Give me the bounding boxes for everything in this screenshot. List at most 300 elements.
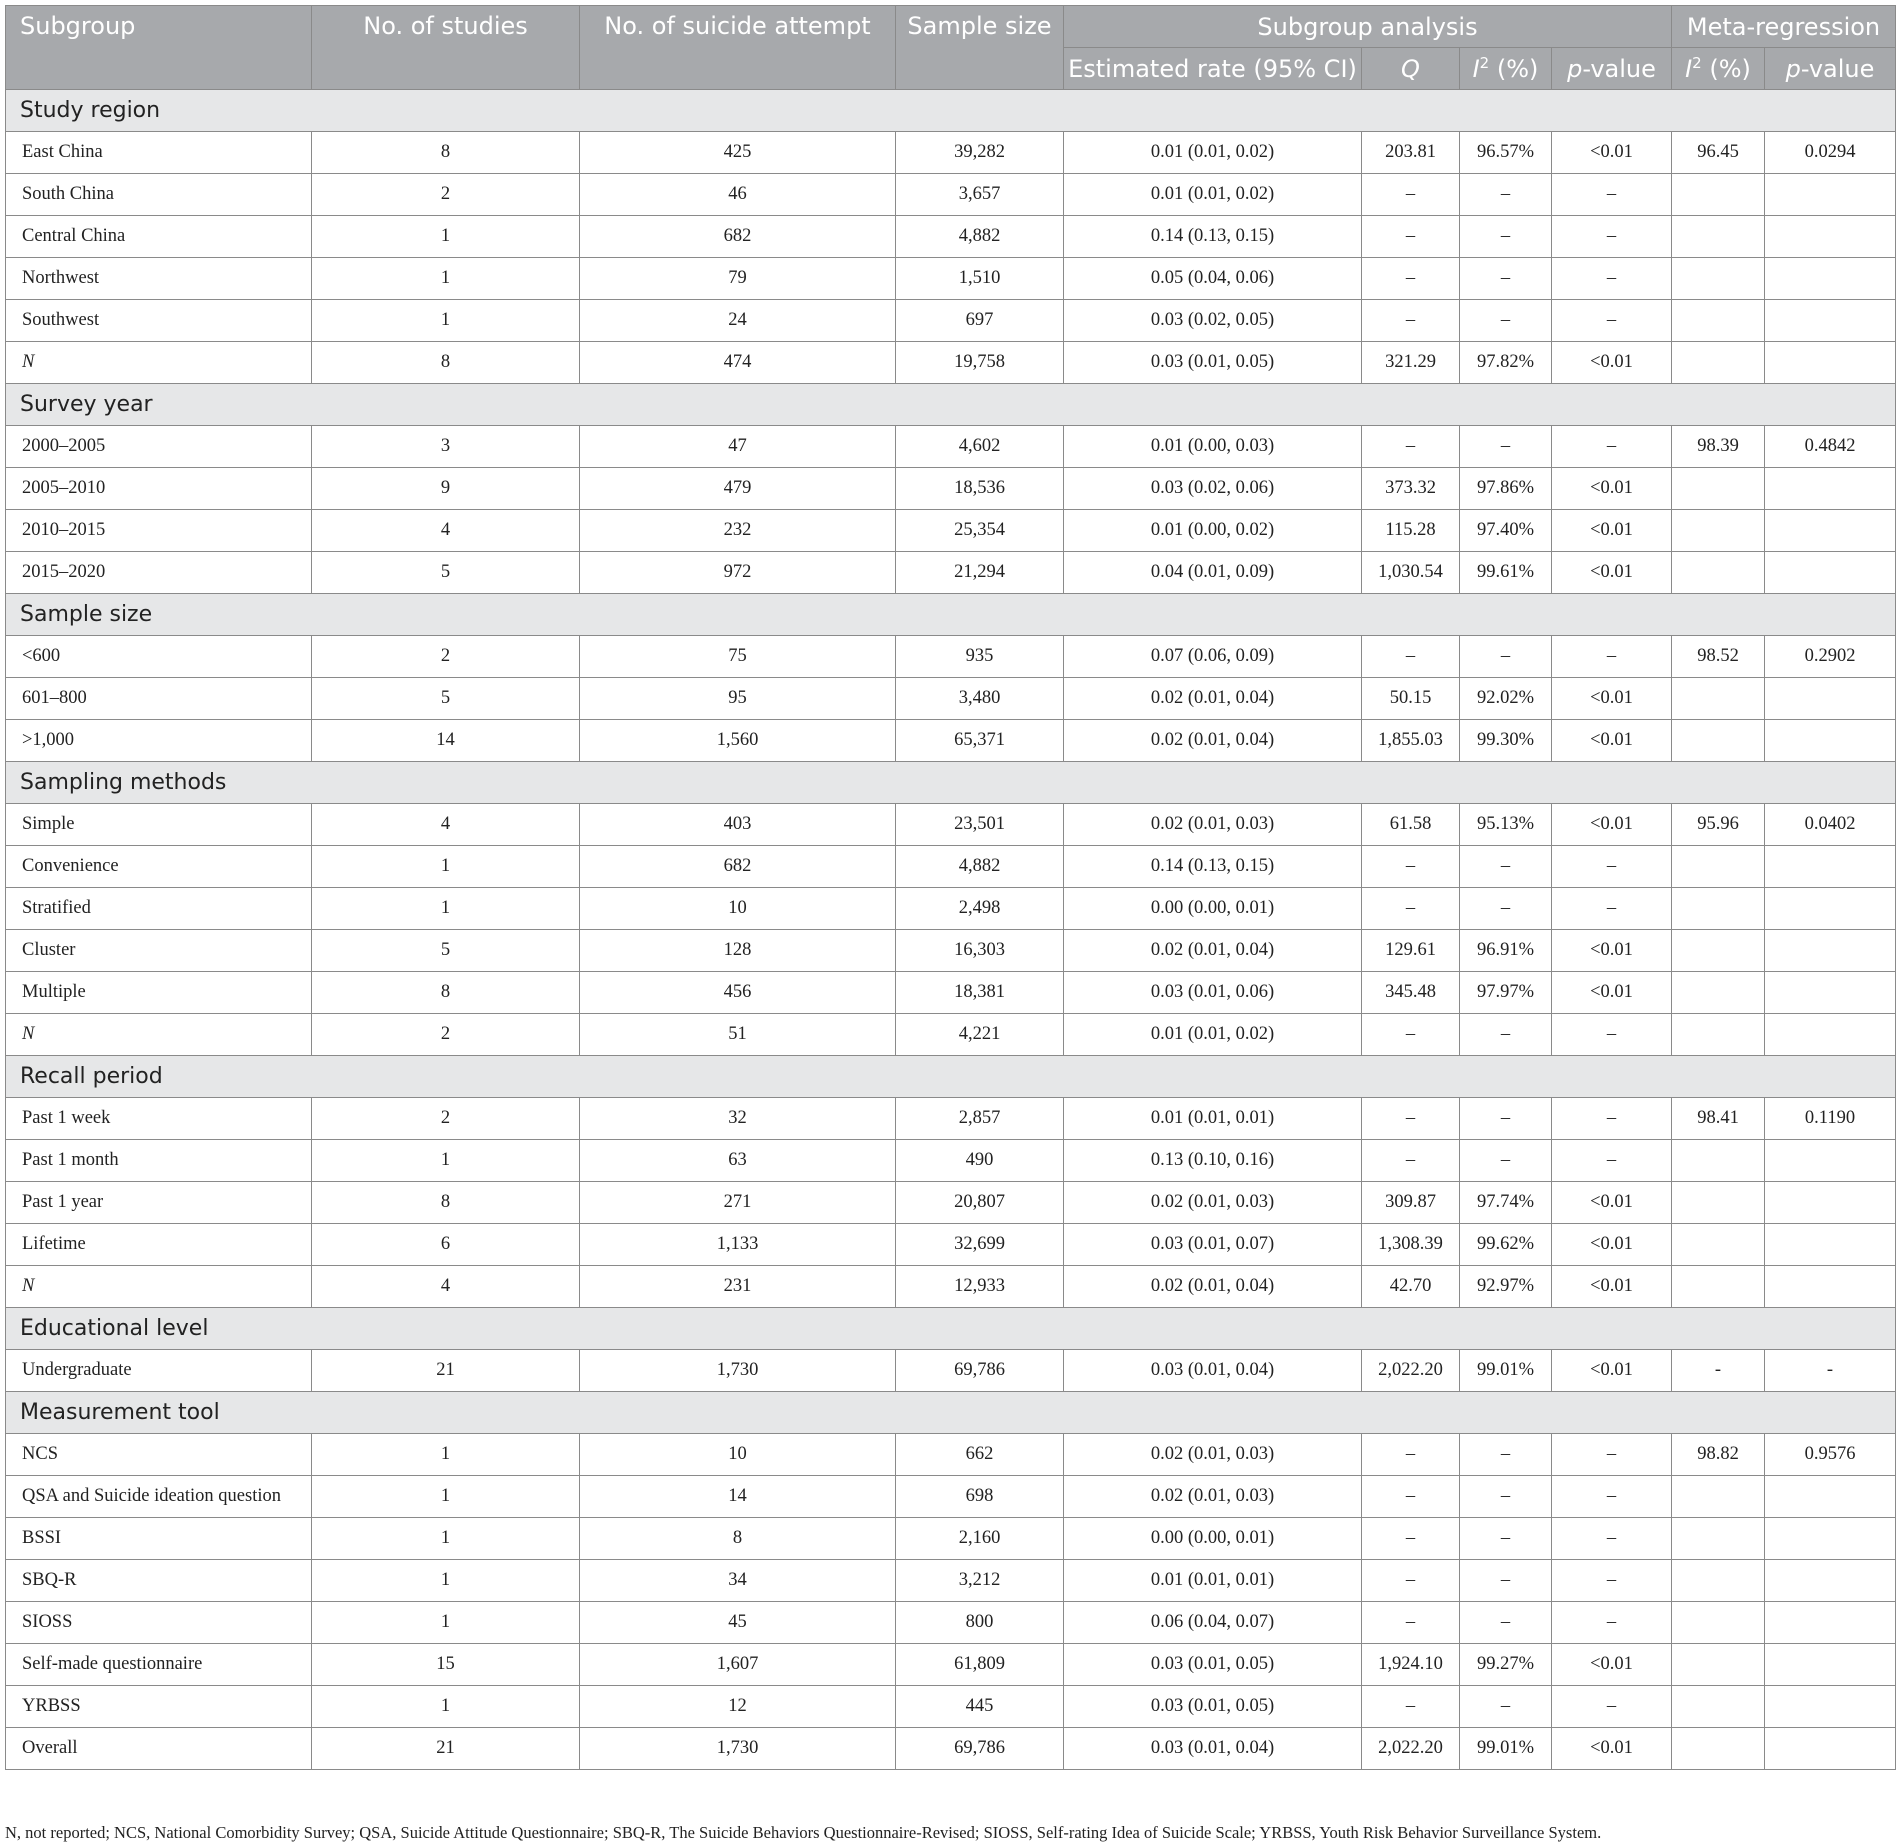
cell-sample-size: 662 xyxy=(896,1434,1064,1476)
cell-estimated-rate: 0.13 (0.10, 0.16) xyxy=(1064,1140,1362,1182)
cell-attempts: 12 xyxy=(580,1686,896,1728)
cell-q: 321.29 xyxy=(1362,342,1460,384)
cell-meta-i2 xyxy=(1672,1266,1765,1308)
cell-meta-i2 xyxy=(1672,468,1765,510)
section-title: Educational level xyxy=(6,1308,1896,1350)
cell-p-value: – xyxy=(1552,846,1672,888)
table-row xyxy=(6,1266,1896,1308)
cell-sample-size: 69,786 xyxy=(896,1728,1064,1770)
cell-sample-size: 445 xyxy=(896,1686,1064,1728)
cell-attempts: 79 xyxy=(580,258,896,300)
header-sample-size: Sample size xyxy=(896,6,1064,90)
cell-p-value: <0.01 xyxy=(1552,678,1672,720)
cell-subgroup: SBQ-R xyxy=(6,1560,312,1602)
cell-sample-size: 20,807 xyxy=(896,1182,1064,1224)
cell-studies: 2 xyxy=(312,1014,580,1056)
cell-estimated-rate: 0.06 (0.04, 0.07) xyxy=(1064,1602,1362,1644)
cell-studies: 9 xyxy=(312,468,580,510)
cell-meta-i2: 98.82 xyxy=(1672,1434,1765,1476)
cell-studies: 1 xyxy=(312,1602,580,1644)
cell-i2: – xyxy=(1460,174,1552,216)
cell-p-value: – xyxy=(1552,1476,1672,1518)
cell-meta-i2 xyxy=(1672,1518,1765,1560)
cell-meta-p-value xyxy=(1765,1560,1896,1602)
cell-attempts: 8 xyxy=(580,1518,896,1560)
cell-q: 50.15 xyxy=(1362,678,1460,720)
cell-estimated-rate: 0.03 (0.01, 0.05) xyxy=(1064,1686,1362,1728)
cell-p-value: – xyxy=(1552,1434,1672,1476)
cell-studies: 1 xyxy=(312,1434,580,1476)
cell-meta-i2 xyxy=(1672,1224,1765,1266)
cell-subgroup: Undergraduate xyxy=(6,1350,312,1392)
cell-estimated-rate: 0.02 (0.01, 0.04) xyxy=(1064,720,1362,762)
cell-meta-i2: 98.52 xyxy=(1672,636,1765,678)
table-row xyxy=(6,888,1896,930)
cell-meta-p-value xyxy=(1765,258,1896,300)
cell-subgroup: NCS xyxy=(6,1434,312,1476)
cell-subgroup: Past 1 year xyxy=(6,1182,312,1224)
section-row xyxy=(6,384,1896,426)
cell-sample-size: 61,809 xyxy=(896,1644,1064,1686)
header-i2-letter: I xyxy=(1472,55,1480,83)
cell-sample-size: 4,882 xyxy=(896,216,1064,258)
cell-meta-p-value xyxy=(1765,846,1896,888)
cell-i2: – xyxy=(1460,1014,1552,1056)
cell-sample-size: 39,282 xyxy=(896,132,1064,174)
cell-attempts: 46 xyxy=(580,174,896,216)
cell-subgroup: Simple xyxy=(6,804,312,846)
cell-attempts: 231 xyxy=(580,1266,896,1308)
cell-attempts: 128 xyxy=(580,930,896,972)
cell-meta-i2 xyxy=(1672,258,1765,300)
header-subgroup-analysis: Subgroup analysis xyxy=(1064,6,1672,48)
cell-subgroup: Central China xyxy=(6,216,312,258)
cell-i2: – xyxy=(1460,300,1552,342)
cell-subgroup: Convenience xyxy=(6,846,312,888)
cell-i2: 92.97% xyxy=(1460,1266,1552,1308)
cell-sample-size: 18,536 xyxy=(896,468,1064,510)
cell-sample-size: 2,857 xyxy=(896,1098,1064,1140)
cell-meta-p-value: 0.0402 xyxy=(1765,804,1896,846)
cell-subgroup: 2000–2005 xyxy=(6,426,312,468)
cell-estimated-rate: 0.07 (0.06, 0.09) xyxy=(1064,636,1362,678)
cell-estimated-rate: 0.02 (0.01, 0.04) xyxy=(1064,1266,1362,1308)
cell-q: – xyxy=(1362,1140,1460,1182)
header-meta-i2-exponent: 2 xyxy=(1692,54,1702,72)
section-row xyxy=(6,762,1896,804)
header-meta-i2-unit: (%) xyxy=(1701,55,1751,83)
cell-i2: 97.86% xyxy=(1460,468,1552,510)
cell-meta-i2 xyxy=(1672,972,1765,1014)
cell-p-value: – xyxy=(1552,216,1672,258)
cell-meta-p-value xyxy=(1765,1224,1896,1266)
cell-meta-p-value: - xyxy=(1765,1350,1896,1392)
cell-studies: 2 xyxy=(312,1098,580,1140)
table-row xyxy=(6,174,1896,216)
cell-subgroup: Cluster xyxy=(6,930,312,972)
table-row xyxy=(6,1350,1896,1392)
cell-estimated-rate: 0.03 (0.01, 0.04) xyxy=(1064,1728,1362,1770)
cell-q: 1,030.54 xyxy=(1362,552,1460,594)
table-row xyxy=(6,720,1896,762)
header-studies: No. of studies xyxy=(312,6,580,90)
section-row xyxy=(6,1056,1896,1098)
cell-studies: 4 xyxy=(312,804,580,846)
cell-p-value: – xyxy=(1552,174,1672,216)
cell-i2: – xyxy=(1460,216,1552,258)
cell-meta-p-value: 0.1190 xyxy=(1765,1098,1896,1140)
cell-meta-p-value xyxy=(1765,342,1896,384)
cell-p-value: – xyxy=(1552,258,1672,300)
cell-p-value: <0.01 xyxy=(1552,132,1672,174)
cell-meta-p-value xyxy=(1765,174,1896,216)
cell-q: 1,308.39 xyxy=(1362,1224,1460,1266)
cell-meta-i2 xyxy=(1672,1560,1765,1602)
cell-p-value: <0.01 xyxy=(1552,930,1672,972)
cell-q: – xyxy=(1362,426,1460,468)
cell-sample-size: 21,294 xyxy=(896,552,1064,594)
cell-i2: 96.91% xyxy=(1460,930,1552,972)
cell-estimated-rate: 0.00 (0.00, 0.01) xyxy=(1064,1518,1362,1560)
cell-attempts: 24 xyxy=(580,300,896,342)
cell-meta-i2 xyxy=(1672,678,1765,720)
header-p-rest: -value xyxy=(1582,54,1656,83)
section-title: Recall period xyxy=(6,1056,1896,1098)
cell-meta-i2 xyxy=(1672,510,1765,552)
cell-meta-i2: - xyxy=(1672,1350,1765,1392)
cell-q: 203.81 xyxy=(1362,132,1460,174)
cell-attempts: 14 xyxy=(580,1476,896,1518)
cell-estimated-rate: 0.05 (0.04, 0.06) xyxy=(1064,258,1362,300)
cell-q: – xyxy=(1362,1602,1460,1644)
cell-sample-size: 25,354 xyxy=(896,510,1064,552)
cell-subgroup: YRBSS xyxy=(6,1686,312,1728)
cell-meta-p-value xyxy=(1765,468,1896,510)
cell-sample-size: 800 xyxy=(896,1602,1064,1644)
cell-estimated-rate: 0.14 (0.13, 0.15) xyxy=(1064,846,1362,888)
header-p-value xyxy=(1552,48,1672,90)
section-row xyxy=(6,594,1896,636)
cell-sample-size: 2,498 xyxy=(896,888,1064,930)
table-body xyxy=(6,90,1896,1770)
cell-meta-p-value xyxy=(1765,552,1896,594)
cell-p-value: <0.01 xyxy=(1552,468,1672,510)
cell-estimated-rate: 0.03 (0.01, 0.05) xyxy=(1064,342,1362,384)
cell-meta-p-value xyxy=(1765,1602,1896,1644)
table-row xyxy=(6,1434,1896,1476)
cell-meta-p-value: 0.4842 xyxy=(1765,426,1896,468)
section-row xyxy=(6,1308,1896,1350)
cell-attempts: 1,730 xyxy=(580,1728,896,1770)
cell-q: – xyxy=(1362,1434,1460,1476)
cell-p-value: <0.01 xyxy=(1552,1182,1672,1224)
cell-sample-size: 3,657 xyxy=(896,174,1064,216)
table-row xyxy=(6,1014,1896,1056)
table-row xyxy=(6,1686,1896,1728)
cell-meta-p-value xyxy=(1765,1476,1896,1518)
cell-i2: – xyxy=(1460,426,1552,468)
cell-meta-i2 xyxy=(1672,1476,1765,1518)
cell-subgroup: N xyxy=(6,1014,312,1056)
cell-attempts: 34 xyxy=(580,1560,896,1602)
cell-i2: – xyxy=(1460,846,1552,888)
cell-subgroup: Stratified xyxy=(6,888,312,930)
cell-attempts: 403 xyxy=(580,804,896,846)
cell-subgroup: QSA and Suicide ideation question xyxy=(6,1476,312,1518)
cell-estimated-rate: 0.03 (0.01, 0.05) xyxy=(1064,1644,1362,1686)
table-row xyxy=(6,216,1896,258)
cell-meta-p-value xyxy=(1765,930,1896,972)
table-row xyxy=(6,1644,1896,1686)
cell-p-value: – xyxy=(1552,1560,1672,1602)
cell-attempts: 10 xyxy=(580,888,896,930)
cell-attempts: 425 xyxy=(580,132,896,174)
cell-q: – xyxy=(1362,1098,1460,1140)
cell-meta-p-value xyxy=(1765,1266,1896,1308)
cell-studies: 1 xyxy=(312,888,580,930)
cell-subgroup: >1,000 xyxy=(6,720,312,762)
cell-i2: 97.97% xyxy=(1460,972,1552,1014)
cell-q: 42.70 xyxy=(1362,1266,1460,1308)
cell-estimated-rate: 0.02 (0.01, 0.03) xyxy=(1064,1476,1362,1518)
cell-estimated-rate: 0.02 (0.01, 0.03) xyxy=(1064,1434,1362,1476)
cell-subgroup: N xyxy=(6,1266,312,1308)
cell-attempts: 479 xyxy=(580,468,896,510)
cell-p-value: – xyxy=(1552,300,1672,342)
cell-q: – xyxy=(1362,1686,1460,1728)
cell-sample-size: 32,699 xyxy=(896,1224,1064,1266)
cell-q: – xyxy=(1362,636,1460,678)
cell-meta-p-value: 0.2902 xyxy=(1765,636,1896,678)
cell-attempts: 45 xyxy=(580,1602,896,1644)
table-row xyxy=(6,468,1896,510)
cell-estimated-rate: 0.01 (0.00, 0.03) xyxy=(1064,426,1362,468)
table-row xyxy=(6,636,1896,678)
header-meta-regression: Meta-regression xyxy=(1672,6,1896,48)
cell-sample-size: 4,221 xyxy=(896,1014,1064,1056)
cell-subgroup: BSSI xyxy=(6,1518,312,1560)
cell-q: – xyxy=(1362,300,1460,342)
cell-studies: 3 xyxy=(312,426,580,468)
cell-subgroup: Lifetime xyxy=(6,1224,312,1266)
cell-subgroup: Past 1 week xyxy=(6,1098,312,1140)
cell-meta-p-value: 0.0294 xyxy=(1765,132,1896,174)
table-row xyxy=(6,1098,1896,1140)
cell-p-value: <0.01 xyxy=(1552,720,1672,762)
cell-i2: 99.01% xyxy=(1460,1728,1552,1770)
cell-subgroup: 2010–2015 xyxy=(6,510,312,552)
cell-meta-i2 xyxy=(1672,1602,1765,1644)
cell-meta-i2: 96.45 xyxy=(1672,132,1765,174)
cell-sample-size: 65,371 xyxy=(896,720,1064,762)
cell-meta-i2 xyxy=(1672,216,1765,258)
cell-i2: 99.62% xyxy=(1460,1224,1552,1266)
cell-i2: – xyxy=(1460,1476,1552,1518)
table-row xyxy=(6,678,1896,720)
cell-meta-p-value xyxy=(1765,678,1896,720)
subgroup-analysis-table xyxy=(5,5,1896,1770)
cell-q: 309.87 xyxy=(1362,1182,1460,1224)
table-row xyxy=(6,1518,1896,1560)
cell-studies: 2 xyxy=(312,636,580,678)
cell-i2: – xyxy=(1460,1686,1552,1728)
header-i2-unit: (%) xyxy=(1489,55,1539,83)
table-row xyxy=(6,426,1896,468)
cell-studies: 8 xyxy=(312,972,580,1014)
cell-meta-i2 xyxy=(1672,720,1765,762)
cell-estimated-rate: 0.03 (0.01, 0.06) xyxy=(1064,972,1362,1014)
cell-meta-p-value xyxy=(1765,720,1896,762)
cell-subgroup: SIOSS xyxy=(6,1602,312,1644)
cell-i2: – xyxy=(1460,1560,1552,1602)
header-p-letter: p xyxy=(1567,54,1583,83)
cell-q: 2,022.20 xyxy=(1362,1728,1460,1770)
cell-subgroup: N xyxy=(6,342,312,384)
cell-sample-size: 69,786 xyxy=(896,1350,1064,1392)
cell-studies: 1 xyxy=(312,1518,580,1560)
table-row xyxy=(6,1602,1896,1644)
cell-estimated-rate: 0.03 (0.01, 0.07) xyxy=(1064,1224,1362,1266)
cell-studies: 1 xyxy=(312,1476,580,1518)
cell-attempts: 456 xyxy=(580,972,896,1014)
cell-q: – xyxy=(1362,846,1460,888)
cell-studies: 4 xyxy=(312,1266,580,1308)
cell-meta-i2 xyxy=(1672,1728,1765,1770)
cell-estimated-rate: 0.03 (0.01, 0.04) xyxy=(1064,1350,1362,1392)
cell-subgroup: Northwest xyxy=(6,258,312,300)
cell-attempts: 63 xyxy=(580,1140,896,1182)
cell-sample-size: 4,882 xyxy=(896,846,1064,888)
cell-i2: 99.30% xyxy=(1460,720,1552,762)
cell-sample-size: 18,381 xyxy=(896,972,1064,1014)
cell-sample-size: 23,501 xyxy=(896,804,1064,846)
cell-q: – xyxy=(1362,1518,1460,1560)
cell-i2: 95.13% xyxy=(1460,804,1552,846)
cell-sample-size: 19,758 xyxy=(896,342,1064,384)
section-row xyxy=(6,1392,1896,1434)
cell-meta-i2 xyxy=(1672,1686,1765,1728)
cell-studies: 1 xyxy=(312,846,580,888)
cell-i2: – xyxy=(1460,1518,1552,1560)
cell-attempts: 1,133 xyxy=(580,1224,896,1266)
header-meta-p-value xyxy=(1765,48,1896,90)
cell-estimated-rate: 0.01 (0.01, 0.02) xyxy=(1064,174,1362,216)
header-meta-i2-letter: I xyxy=(1685,55,1693,83)
cell-estimated-rate: 0.04 (0.01, 0.09) xyxy=(1064,552,1362,594)
cell-sample-size: 2,160 xyxy=(896,1518,1064,1560)
header-subgroup: Subgroup xyxy=(6,6,312,90)
cell-q: 345.48 xyxy=(1362,972,1460,1014)
cell-studies: 21 xyxy=(312,1728,580,1770)
cell-studies: 6 xyxy=(312,1224,580,1266)
cell-meta-p-value xyxy=(1765,1182,1896,1224)
cell-studies: 1 xyxy=(312,1686,580,1728)
table-row xyxy=(6,972,1896,1014)
cell-meta-p-value xyxy=(1765,1686,1896,1728)
cell-subgroup: 601–800 xyxy=(6,678,312,720)
cell-meta-i2 xyxy=(1672,174,1765,216)
cell-q: – xyxy=(1362,258,1460,300)
cell-attempts: 474 xyxy=(580,342,896,384)
cell-p-value: – xyxy=(1552,1098,1672,1140)
cell-meta-i2: 98.39 xyxy=(1672,426,1765,468)
cell-estimated-rate: 0.02 (0.01, 0.04) xyxy=(1064,678,1362,720)
cell-i2: 99.27% xyxy=(1460,1644,1552,1686)
cell-p-value: <0.01 xyxy=(1552,972,1672,1014)
cell-meta-i2 xyxy=(1672,1014,1765,1056)
cell-meta-p-value: 0.9576 xyxy=(1765,1434,1896,1476)
cell-estimated-rate: 0.03 (0.02, 0.05) xyxy=(1064,300,1362,342)
cell-q: 61.58 xyxy=(1362,804,1460,846)
cell-q: – xyxy=(1362,1560,1460,1602)
table-row xyxy=(6,132,1896,174)
cell-estimated-rate: 0.01 (0.01, 0.02) xyxy=(1064,1014,1362,1056)
cell-subgroup: Past 1 month xyxy=(6,1140,312,1182)
cell-subgroup: Southwest xyxy=(6,300,312,342)
cell-studies: 1 xyxy=(312,1140,580,1182)
cell-subgroup: <600 xyxy=(6,636,312,678)
header-i2-exponent: 2 xyxy=(1479,54,1490,72)
cell-meta-p-value xyxy=(1765,972,1896,1014)
cell-studies: 1 xyxy=(312,1560,580,1602)
cell-meta-i2: 98.41 xyxy=(1672,1098,1765,1140)
cell-attempts: 1,730 xyxy=(580,1350,896,1392)
cell-studies: 5 xyxy=(312,552,580,594)
cell-sample-size: 12,933 xyxy=(896,1266,1064,1308)
table-header xyxy=(6,6,1896,90)
cell-p-value: <0.01 xyxy=(1552,510,1672,552)
cell-i2: 99.61% xyxy=(1460,552,1552,594)
cell-p-value: <0.01 xyxy=(1552,1266,1672,1308)
cell-q: 1,855.03 xyxy=(1362,720,1460,762)
cell-studies: 8 xyxy=(312,132,580,174)
cell-meta-i2 xyxy=(1672,888,1765,930)
table-row xyxy=(6,846,1896,888)
header-q-letter: Q xyxy=(1401,54,1420,83)
cell-p-value: – xyxy=(1552,1014,1672,1056)
cell-subgroup: Overall xyxy=(6,1728,312,1770)
cell-i2: – xyxy=(1460,1098,1552,1140)
cell-q: 1,924.10 xyxy=(1362,1644,1460,1686)
cell-subgroup: 2005–2010 xyxy=(6,468,312,510)
cell-p-value: <0.01 xyxy=(1552,1350,1672,1392)
table-row xyxy=(6,510,1896,552)
cell-p-value: <0.01 xyxy=(1552,552,1672,594)
cell-estimated-rate: 0.01 (0.01, 0.02) xyxy=(1064,132,1362,174)
cell-sample-size: 698 xyxy=(896,1476,1064,1518)
cell-attempts: 1,560 xyxy=(580,720,896,762)
cell-sample-size: 935 xyxy=(896,636,1064,678)
cell-estimated-rate: 0.01 (0.01, 0.01) xyxy=(1064,1098,1362,1140)
cell-estimated-rate: 0.03 (0.02, 0.06) xyxy=(1064,468,1362,510)
table-row xyxy=(6,1224,1896,1266)
cell-estimated-rate: 0.02 (0.01, 0.03) xyxy=(1064,1182,1362,1224)
cell-q: – xyxy=(1362,1476,1460,1518)
cell-studies: 1 xyxy=(312,300,580,342)
table-row xyxy=(6,300,1896,342)
cell-p-value: – xyxy=(1552,888,1672,930)
cell-sample-size: 697 xyxy=(896,300,1064,342)
section-title: Sampling methods xyxy=(6,762,1896,804)
cell-sample-size: 1,510 xyxy=(896,258,1064,300)
cell-studies: 8 xyxy=(312,1182,580,1224)
table-row xyxy=(6,1728,1896,1770)
cell-i2: – xyxy=(1460,1434,1552,1476)
cell-attempts: 51 xyxy=(580,1014,896,1056)
cell-i2: – xyxy=(1460,636,1552,678)
cell-meta-p-value xyxy=(1765,1728,1896,1770)
cell-studies: 4 xyxy=(312,510,580,552)
